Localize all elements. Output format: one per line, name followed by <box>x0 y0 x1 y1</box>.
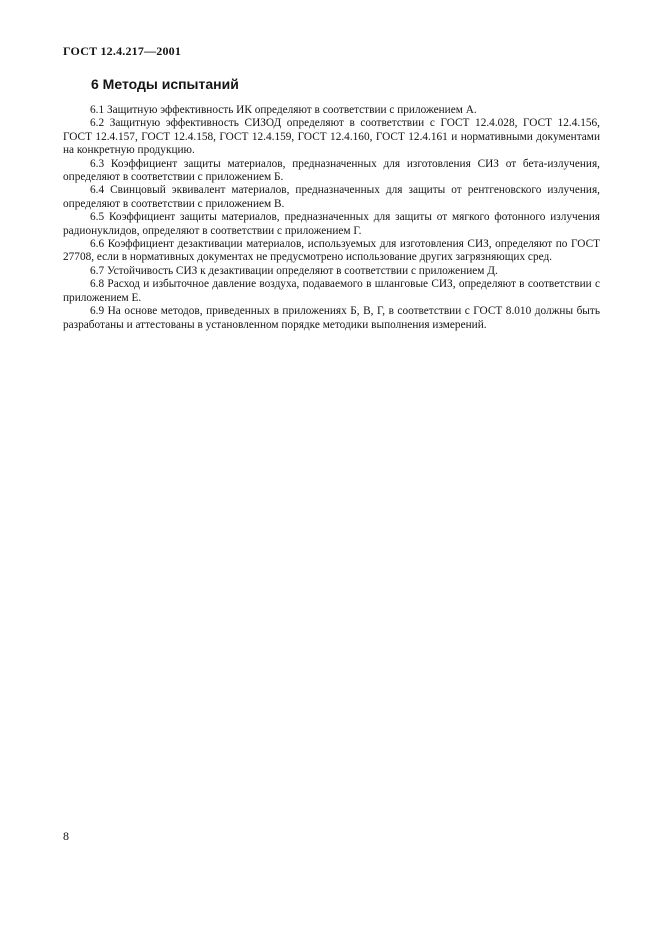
document-header: ГОСТ 12.4.217—2001 <box>63 44 182 58</box>
paragraph-6-1: 6.1 Защитную эффективность ИК определяют в соответствии с приложением А. <box>90 104 477 116</box>
section-title: 6 Методы испытаний <box>91 76 239 92</box>
paragraph-6-4: 6.4 Свинцовый эквивалент материалов, предназначенных для защиты от рентгеновского излучения, определяют в соответствии с приложением В. <box>63 184 600 210</box>
page-number: 8 <box>63 829 69 843</box>
paragraph-6-9: 6.9 На основе методов, приведенных в приложениях Б, В, Г, в соответствии с ГОСТ 8.010 должны быть разработаны и аттестованы в установленном порядке методики выполнения измерений. <box>63 305 600 331</box>
paragraph-6-5: 6.5 Коэффициент защиты материалов, предназначенных для защиты от мягкого фотонного излучения радионуклидов, определяют в соответствии с приложением Г. <box>63 211 600 237</box>
paragraph-6-3: 6.3 Коэффициент защиты материалов, предназначенных для изготовления СИЗ от бета-излучения, определяют в соответствии с приложением Б. <box>63 157 600 184</box>
paragraph-6-8: 6.8 Расход и избыточное давление воздуха, подаваемого в шланговые СИЗ, определяют в соответствии с приложением Е. <box>63 278 600 304</box>
section-body <box>63 104 600 332</box>
paragraph-6-7: 6.7 Устойчивость СИЗ к дезактивации определяют в соответствии с приложением Д. <box>90 264 498 277</box>
paragraph-6-6: 6.6 Коэффициент дезактивации материалов, используемых для изготовления СИЗ, определяют по ГОСТ 27708, если в нормативных документах не предусмотрено использование других загрязняющих сред. <box>63 238 600 264</box>
paragraph-6-2: 6.2 Защитную эффективность СИЗОД определяют в соответствии с ГОСТ 12.4.028, ГОСТ 12.4.156, ГОСТ 12.4.157, ГОСТ 12.4.158, ГОСТ 12.4.159, ГОСТ 12.4.160, ГОСТ 12.4.161 и нормативными документами на конкретную продукцию. <box>63 117 600 157</box>
